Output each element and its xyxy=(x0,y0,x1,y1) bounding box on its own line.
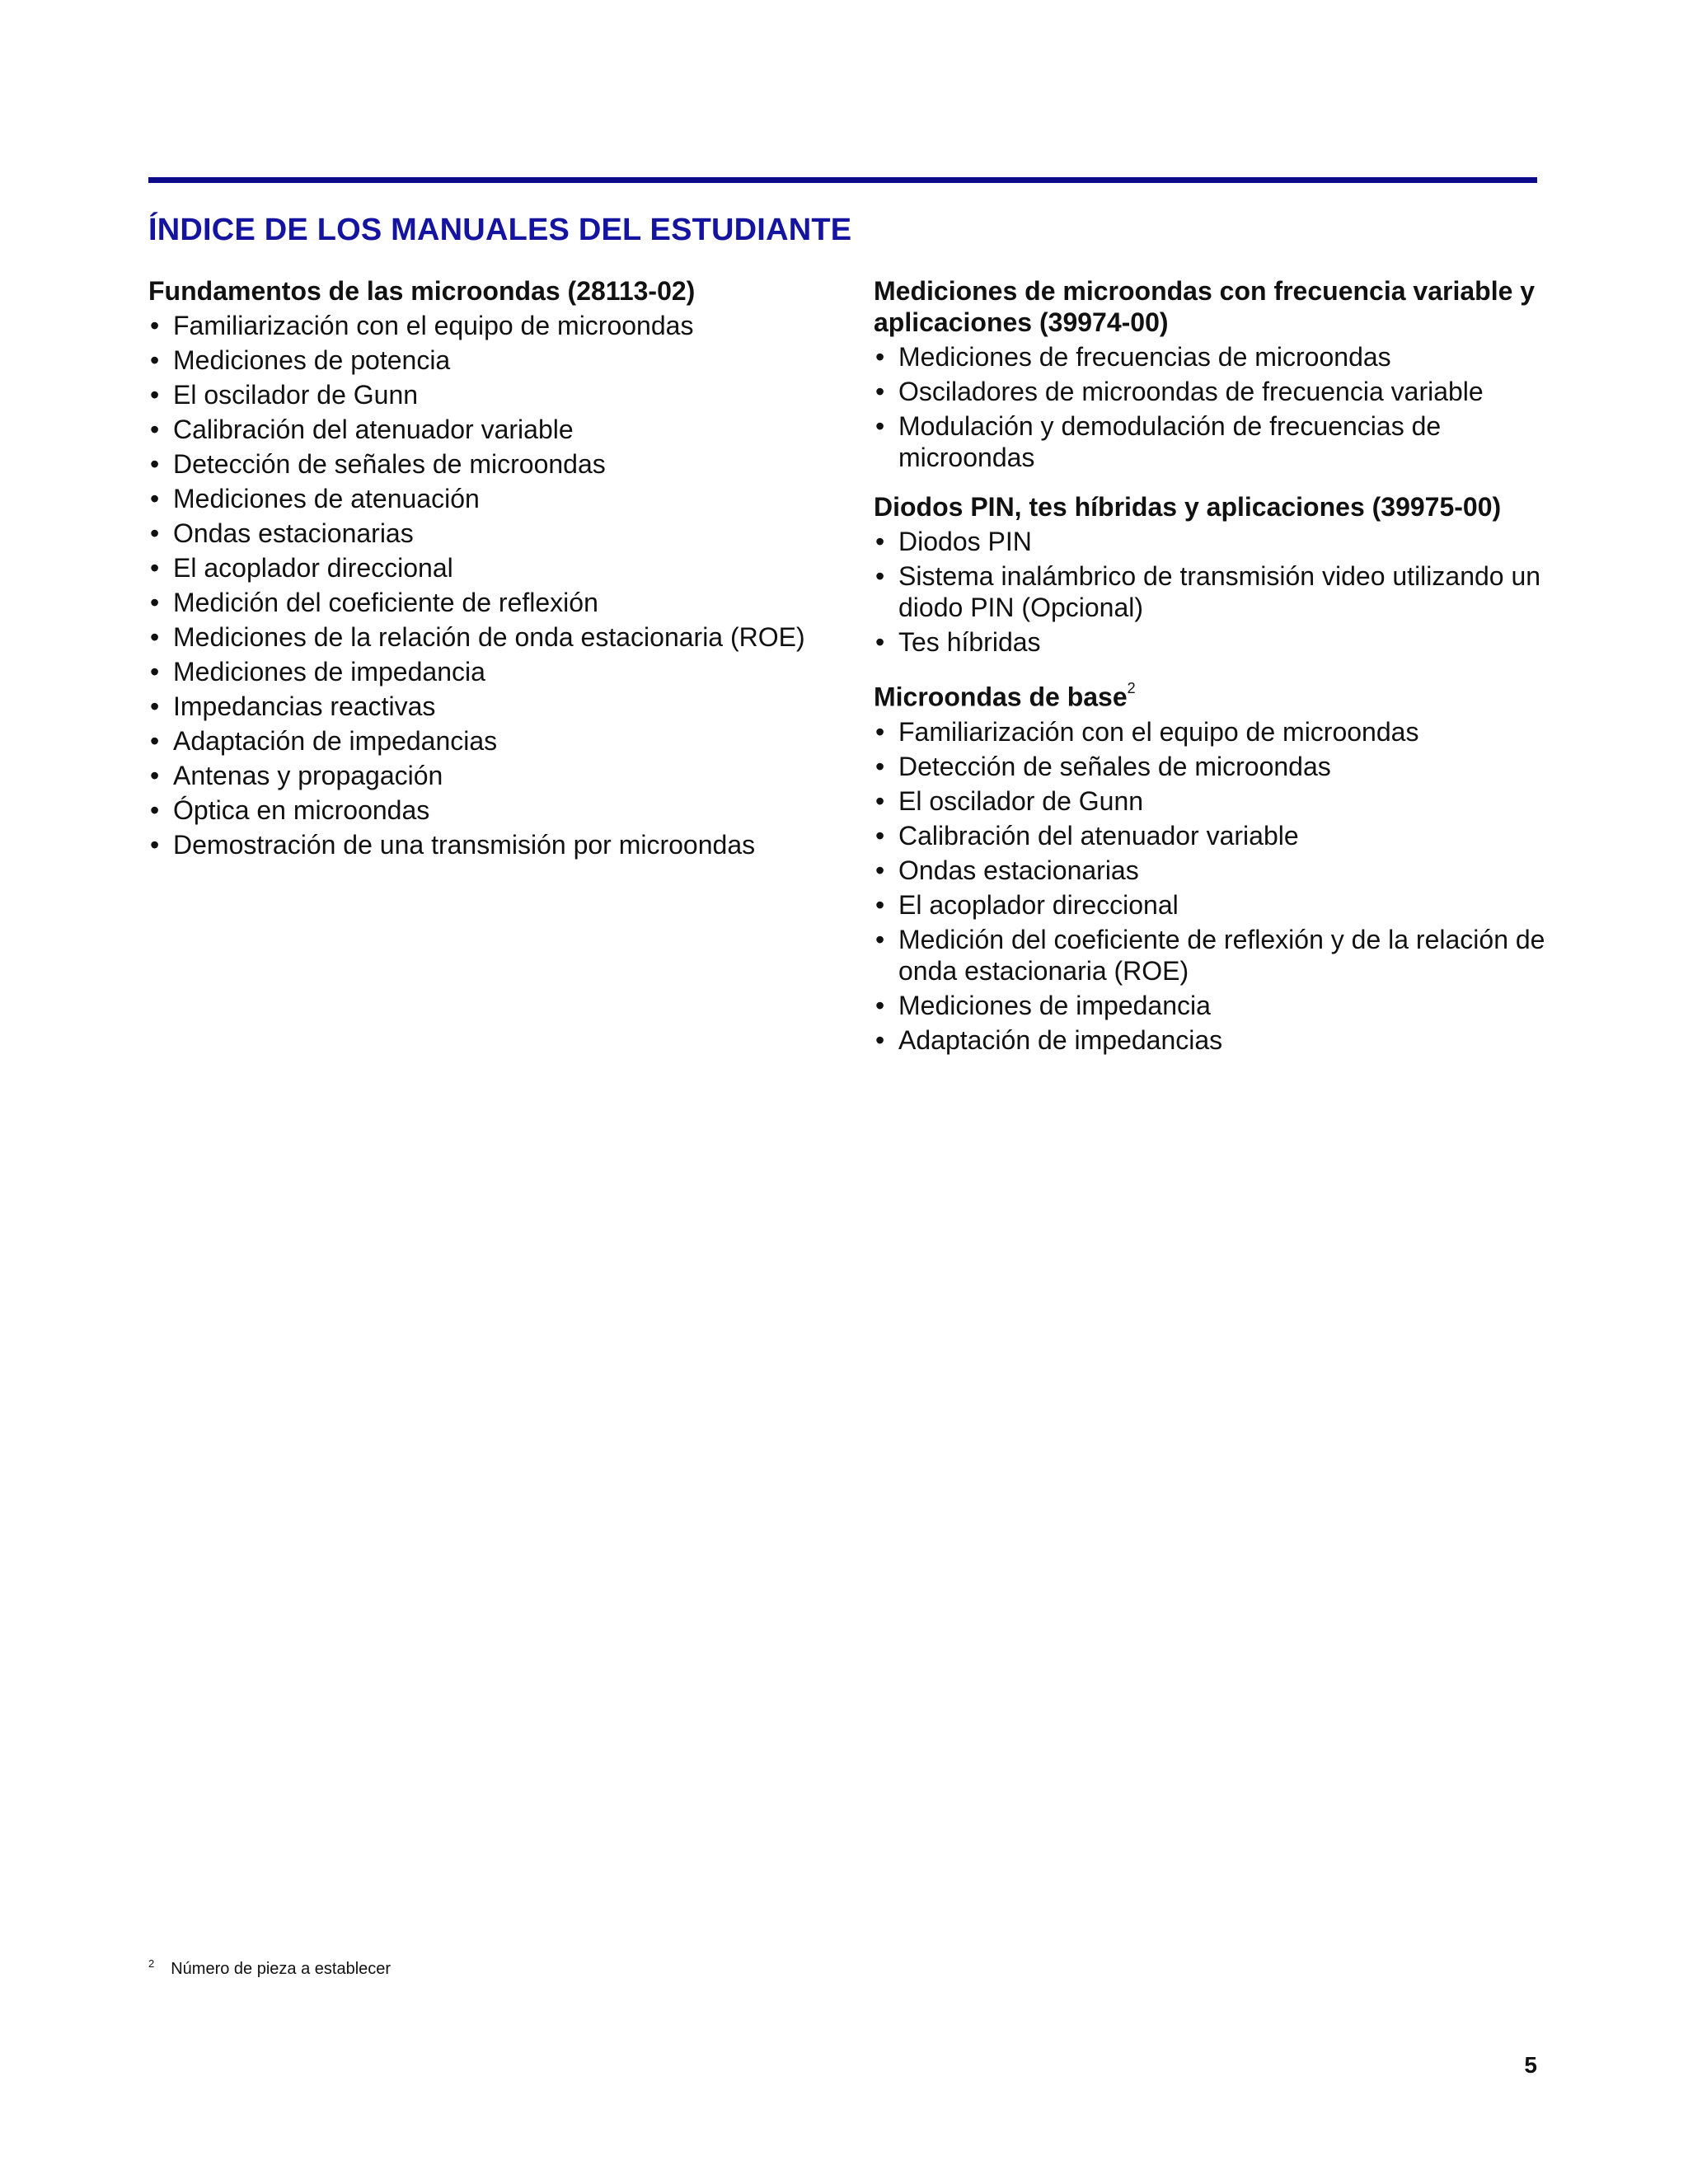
list-item: • Medición del coeficiente de reflexión y de la relación de onda estacionaria (ROE) xyxy=(874,924,1550,987)
section-diodos-pin xyxy=(874,491,1550,658)
list-item: • Diodos PIN xyxy=(874,526,1550,557)
section-frecuencia-variable xyxy=(874,275,1550,473)
list-item: • Familiarización con el equipo de microondas xyxy=(148,310,832,341)
list-item: • Familiarización con el equipo de microondas xyxy=(874,716,1550,748)
list-item: • El acoplador direccional xyxy=(874,889,1550,921)
item-list xyxy=(874,526,1550,658)
section-fundamentos xyxy=(148,275,832,860)
list-item: • Medición del coeficiente de reflexión xyxy=(148,587,832,618)
list-item: • Mediciones de potencia xyxy=(148,344,832,376)
list-item: • Óptica en microondas xyxy=(148,794,832,826)
list-item: • Detección de señales de microondas xyxy=(874,751,1550,782)
list-item: • Tes híbridas xyxy=(874,626,1550,658)
list-item: • Ondas estacionarias xyxy=(874,855,1550,886)
list-item: • Calibración del atenuador variable xyxy=(148,414,832,445)
section-title-with-footnote xyxy=(874,676,1550,713)
item-list xyxy=(148,310,832,860)
list-item: • Mediciones de atenuación xyxy=(148,483,832,514)
list-item: • Mediciones de impedancia xyxy=(874,990,1550,1021)
left-column xyxy=(148,275,832,879)
footnote-reference: 2 xyxy=(1127,680,1136,696)
list-item: • Adaptación de impedancias xyxy=(874,1024,1550,1056)
list-item: • Calibración del atenuador variable xyxy=(874,820,1550,851)
list-item: • El oscilador de Gunn xyxy=(148,379,832,410)
list-item: • Mediciones de frecuencias de microondas xyxy=(874,341,1550,373)
list-item: • Adaptación de impedancias xyxy=(148,725,832,757)
list-item: • Sistema inalámbrico de transmisión video utilizando un diodo PIN (Opcional) xyxy=(874,560,1550,623)
list-item: • Osciladores de microondas de frecuencia variable xyxy=(874,376,1550,407)
section-title: Fundamentos de las microondas (28113-02) xyxy=(148,276,696,306)
list-item: • Impedancias reactivas xyxy=(148,691,832,722)
footnote-mark: 2 xyxy=(148,1957,155,1970)
footnote-text: Número de pieza a establecer xyxy=(171,1960,392,1978)
list-item: • Mediciones de impedancia xyxy=(148,656,832,687)
item-list xyxy=(874,716,1550,1056)
list-item: • Mediciones de la relación de onda estacionaria (ROE) xyxy=(148,621,832,653)
footnote xyxy=(148,1957,392,1979)
top-rule xyxy=(148,177,1537,183)
list-item: • Antenas y propagación xyxy=(148,760,832,791)
list-item: • Detección de señales de microondas xyxy=(148,448,832,480)
section-title: Diodos PIN, tes híbridas y aplicaciones (39975-00) xyxy=(874,492,1502,522)
section-microondas-de-base xyxy=(874,676,1550,1056)
list-item: • El oscilador de Gunn xyxy=(874,785,1550,817)
section-title-text: Microondas de base xyxy=(874,682,1128,712)
page-number: 5 xyxy=(1524,2052,1537,2078)
right-column xyxy=(874,275,1550,1074)
list-item: • El acoplador direccional xyxy=(148,552,832,583)
list-item: • Modulación y demodulación de frecuencias de microondas xyxy=(874,410,1550,473)
list-item: • Demostración de una transmisión por microondas xyxy=(148,829,832,860)
list-item: • Ondas estacionarias xyxy=(148,518,832,549)
page-title: ÍNDICE DE LOS MANUALES DEL ESTUDIANTE xyxy=(148,213,852,247)
section-title: Mediciones de microondas con frecuencia variable y aplicaciones (39974-00) xyxy=(874,276,1536,337)
item-list xyxy=(874,341,1550,473)
